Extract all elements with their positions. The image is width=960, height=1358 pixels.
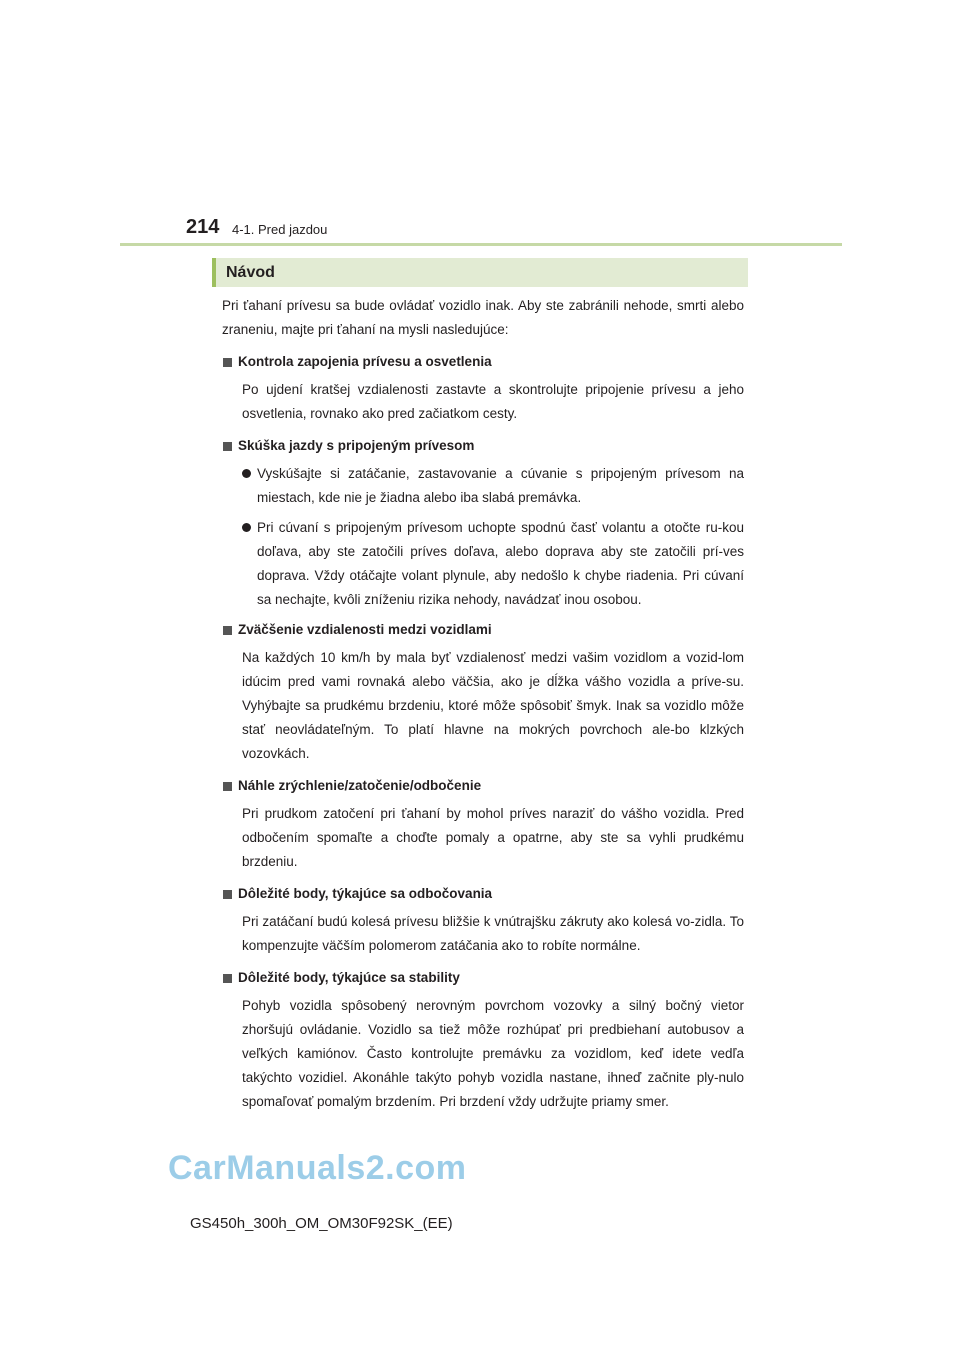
section-heading-text: Dôležité body, týkajúce sa stability [238,970,460,985]
section-title: 4-1. Pred jazdou [232,222,328,237]
section-body: Pri zatáčaní budú kolesá prívesu bližšie k vnútrajšku zákruty ako kolesá vo-zidla. To kompenzujte väčším polomerom zatáčania ako to robíte normálne. [242,914,744,953]
section-heading-text: Kontrola zapojenia prívesu a osvetlenia [238,354,492,369]
content [222,294,744,1122]
section-2 [222,434,744,612]
section-heading [222,774,744,798]
section-heading [222,434,744,458]
section-heading-text: Skúška jazdy s pripojeným prívesom [238,438,475,453]
section-6 [222,966,744,1114]
section-heading [222,350,744,374]
header-rule [120,243,842,246]
intro-text: Pri ťahaní prívesu sa bude ovládať vozidlo inak. Aby ste zabránili nehode, smrti alebo zraneniu, majte pri ťahaní na mysli nasledujúce: [222,298,744,337]
dot-bullet-icon [242,469,251,478]
section-heading [222,618,744,642]
section-4 [222,774,744,874]
section-body: Po ujdení kratšej vzdialenosti zastavte a skontrolujte pripojenie prívesu a jeho osvetlenia, rovnako ako pred začiatkom cesty. [242,382,744,421]
square-bullet-icon [223,890,232,899]
section-body: Na každých 10 km/h by mala byť vzdialenosť medzi vašim vozidlom a vozid-lom idúcim pred vami rovnaká alebo väčšia, ako je dĺžka vášho vozidla a príve-su. Vyhýbajte sa prudkému brzdeniu, ktoré môže spôsobiť šmyk. Inak sa vozidlo môže stať neovládateľným. To platí hlavne na mokrých povrchoch ale-bo klzkých vozovkách. [242,650,744,761]
section-heading-text: Dôležité body, týkajúce sa odbočovania [238,886,493,901]
section-3 [222,618,744,766]
dot-bullet-icon [242,523,251,532]
footer-code: GS450h_300h_OM_OM30F92SK_(EE) [190,1215,453,1232]
page-number: 214 [186,216,220,238]
section-heading [222,966,744,990]
section-heading-text: Zväčšenie vzdialenosti medzi vozidlami [238,622,492,637]
section-heading [222,882,744,906]
square-bullet-icon [223,782,232,791]
section-body: Pohyb vozidla spôsobený nerovným povrchom vozovky a silný bočný vietor zhoršujú ovládanie. Vozidlo sa tiež môže rozhúpať pri predbiehaní autobusov a veľkých kamiónov. Často kontrolujte premávku za vozidlom, keď idete vedľa takýchto vozidiel. Akonáhle takýto pohyb vozidla nastane, ihneď začnite ply-nulo spomaľovať pomalým brzdením. Pri brzdení vždy udržujte priamy smer. [242,998,744,1109]
section-5 [222,882,744,958]
box-title: Návod [212,258,748,287]
list-item-text: Vyskúšajte si zatáčanie, zastavovanie a cúvanie s pripojeným prívesom na miestach, kde nie je žiadna alebo iba slabá premávka. [257,466,744,505]
section-1 [222,350,744,426]
square-bullet-icon [223,626,232,635]
section-body: Pri prudkom zatočení pri ťahaní by mohol príves naraziť do vášho vozidla. Pred odbočením spomaľte a choďte pomaly a opatrne, aby ste sa vyhli prudkému brzdeniu. [242,806,744,869]
list-item [242,516,744,612]
list-item [242,462,744,510]
square-bullet-icon [223,358,232,367]
section-heading-text: Náhle zrýchlenie/zatočenie/odbočenie [238,778,482,793]
square-bullet-icon [223,974,232,983]
watermark-link[interactable]: CarManuals2.com [168,1149,467,1187]
list-item-text: Pri cúvaní s pripojeným prívesom uchopte spodnú časť volantu a otočte ru-kou doľava, aby ste zatočili príves doľava, alebo doprava aby ste zatočili prí-ves doprava. Vždy otáčajte volant plynule, aby nedošlo k chybe riadenia. Pri cúvaní sa nechajte, kvôli zníženiu rizika nehody, navádzať inou osobou. [257,520,744,607]
square-bullet-icon [223,442,232,451]
